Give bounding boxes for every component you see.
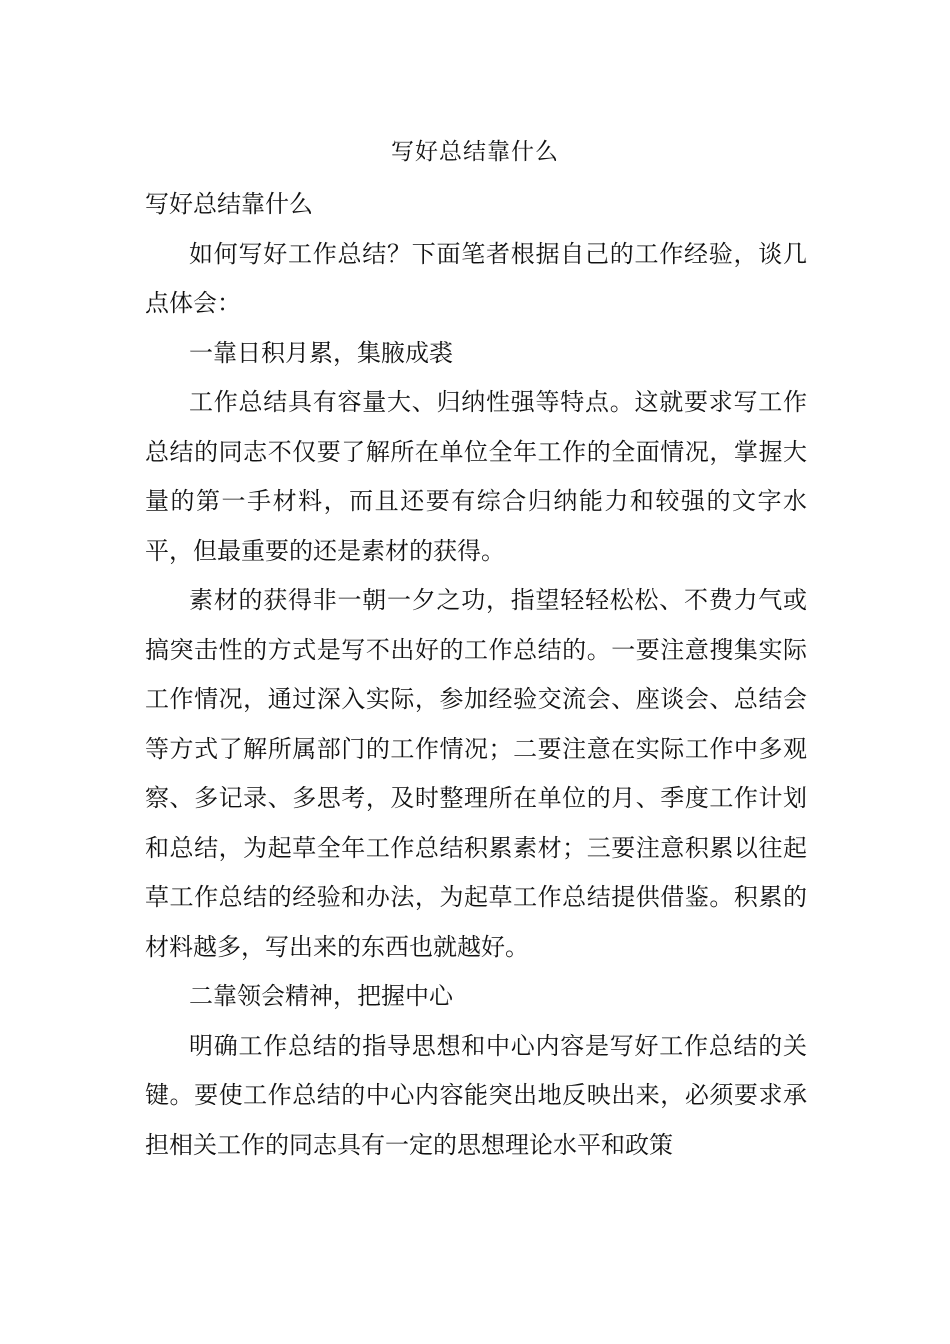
section-heading-1: 一靠日积月累，集腋成裘 bbox=[189, 338, 453, 367]
document-subtitle: 写好总结靠什么 bbox=[145, 190, 313, 218]
section-heading-2: 二靠领会精神，把握中心 bbox=[189, 982, 453, 1010]
intro-paragraph: 如何写好工作总结？下面笔者根据自己的工作经验，谈几点体会： bbox=[145, 239, 807, 317]
document-title: 写好总结靠什么 bbox=[391, 139, 559, 165]
body-paragraph: 素材的获得非一朝一夕之功，指望轻轻松松、不费力气或搞突击性的方式是写不出好的工作总结的。一要注意搜集实际工作情况，通过深入实际，参加经验交流会、座谈会、总结会等方式了解所属部门的工作情况；二要注意在实际工作中多观察、多记录、多思考，及时整理所在单位的月、季度工作计划和总结，为起草全年工作总结积累素材；三要注意积累以往起草工作总结的经验和办法，为起草工作总结提供借鉴。积累的材料越多，写出来的东西也就越好。 bbox=[145, 586, 807, 961]
document-body bbox=[145, 180, 807, 1170]
body-paragraph: 明确工作总结的指导思想和中心内容是写好工作总结的关键。要使工作总结的中心内容能突出地反映出来，必须要求承担相关工作的同志具有一定的思想理论水平和政策 bbox=[145, 1031, 807, 1159]
body-paragraph: 工作总结具有容量大、归纳性强等特点。这就要求写工作总结的同志不仅要了解所在单位全年工作的全面情况，掌握大量的第一手材料，而且还要有综合归纳能力和较强的文字水平，但最重要的还是素材的获得。 bbox=[145, 388, 807, 565]
